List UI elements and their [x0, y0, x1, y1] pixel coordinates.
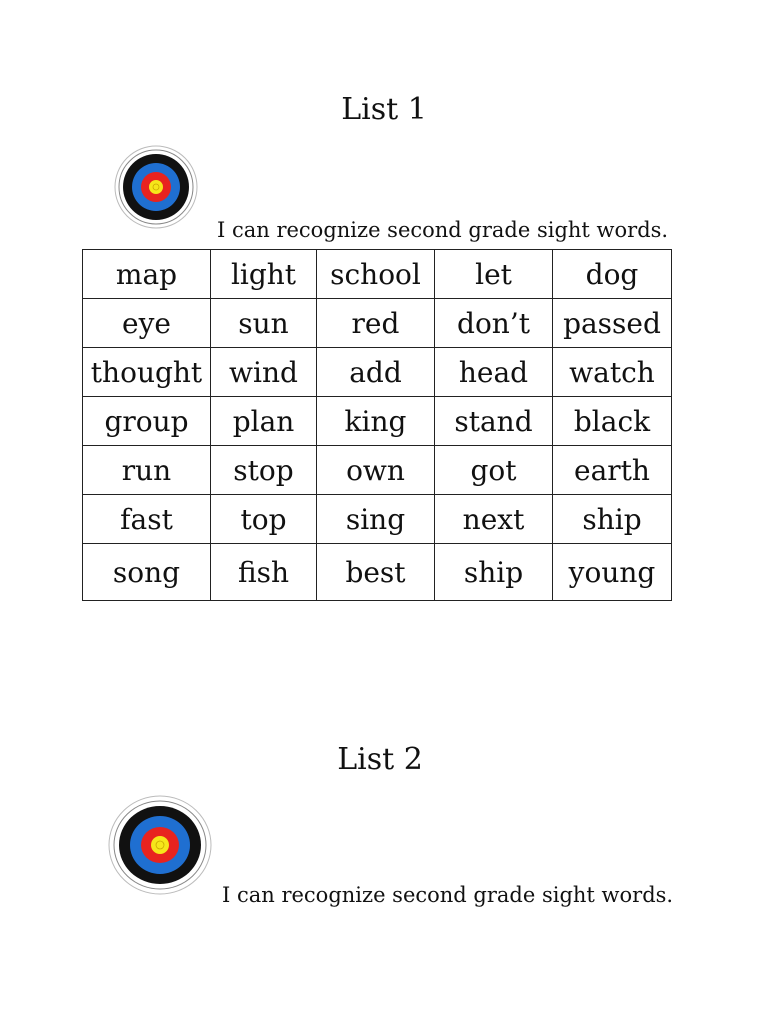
- sight-word-cell: sing: [317, 495, 435, 544]
- sight-words-table-body: [83, 250, 672, 601]
- sight-word-cell: fast: [83, 495, 211, 544]
- sight-word-cell: thought: [83, 348, 211, 397]
- sight-word-cell: king: [317, 397, 435, 446]
- sight-word-cell: don’t: [435, 299, 553, 348]
- sight-word-cell: next: [435, 495, 553, 544]
- sight-word-cell: got: [435, 446, 553, 495]
- sight-word-cell: watch: [553, 348, 672, 397]
- table-row: [83, 348, 672, 397]
- sight-word-cell: group: [83, 397, 211, 446]
- sight-word-cell: dog: [553, 250, 672, 299]
- sight-word-cell: top: [211, 495, 317, 544]
- sight-word-cell: stop: [211, 446, 317, 495]
- sight-word-cell: add: [317, 348, 435, 397]
- list-2-goal: I can recognize second grade sight words.: [222, 883, 674, 907]
- sight-word-cell: sun: [211, 299, 317, 348]
- sight-word-cell: run: [83, 446, 211, 495]
- archery-target-icon: [114, 145, 198, 229]
- sight-word-cell: best: [317, 544, 435, 601]
- list-1-title: List 1: [341, 92, 427, 127]
- sight-word-cell: map: [83, 250, 211, 299]
- sight-word-cell: earth: [553, 446, 672, 495]
- sight-words-table: [82, 249, 672, 601]
- sight-word-cell: ship: [553, 495, 672, 544]
- sight-word-cell: light: [211, 250, 317, 299]
- sight-word-cell: eye: [83, 299, 211, 348]
- sight-word-cell: own: [317, 446, 435, 495]
- sight-word-cell: school: [317, 250, 435, 299]
- table-row: [83, 397, 672, 446]
- table-row: [83, 544, 672, 601]
- sight-word-cell: young: [553, 544, 672, 601]
- list-1-goal: I can recognize second grade sight words.: [217, 218, 669, 242]
- sight-word-cell: song: [83, 544, 211, 601]
- sight-word-cell: passed: [553, 299, 672, 348]
- table-row: [83, 446, 672, 495]
- sight-word-cell: plan: [211, 397, 317, 446]
- sight-word-cell: wind: [211, 348, 317, 397]
- sight-word-cell: fish: [211, 544, 317, 601]
- table-row: [83, 250, 672, 299]
- sight-word-cell: head: [435, 348, 553, 397]
- sight-word-cell: let: [435, 250, 553, 299]
- sight-word-cell: stand: [435, 397, 553, 446]
- table-row: [83, 495, 672, 544]
- sight-word-cell: black: [553, 397, 672, 446]
- archery-target-icon: [108, 795, 212, 895]
- sight-word-cell: ship: [435, 544, 553, 601]
- table-row: [83, 299, 672, 348]
- list-2-title: List 2: [337, 742, 423, 777]
- sight-word-cell: red: [317, 299, 435, 348]
